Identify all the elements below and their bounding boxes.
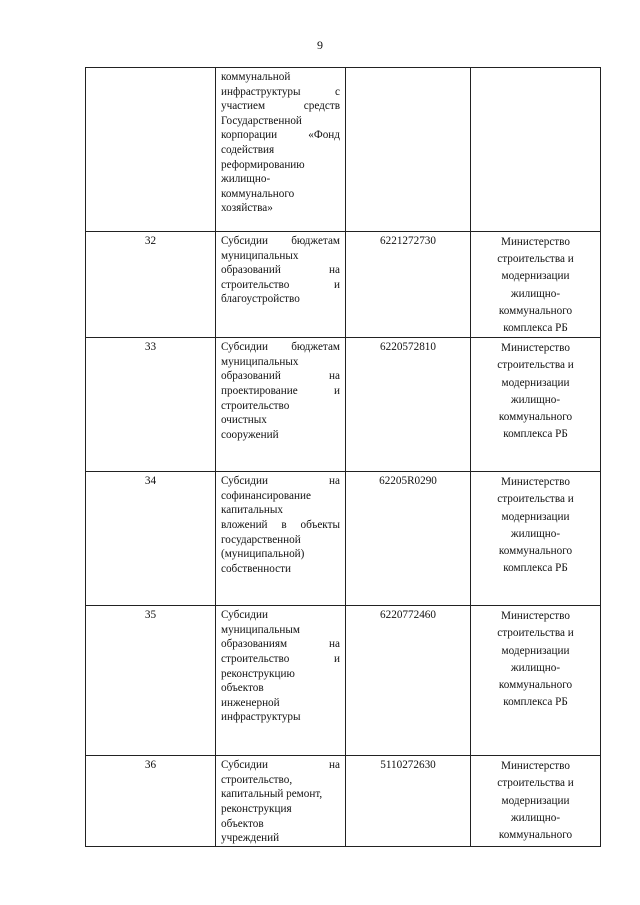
description-line: софинансирование [221, 489, 311, 502]
description-line: собственности [221, 562, 291, 575]
budget-code [346, 68, 471, 232]
ministry-line: Министерство [501, 342, 570, 355]
description-line [221, 85, 340, 100]
budget-code: 6220572810 [346, 338, 471, 472]
description-word: и [334, 653, 340, 665]
description-word: с [335, 85, 340, 98]
description-word: объекты [300, 519, 340, 531]
row-number: 34 [86, 472, 216, 606]
row-number [86, 68, 216, 232]
row-number: 35 [86, 606, 216, 756]
table-row [86, 472, 601, 606]
row-description [216, 472, 346, 606]
description-word: и [334, 278, 340, 291]
ministry-line: жилищно- [510, 527, 561, 540]
budget-code: 6220772460 [346, 606, 471, 756]
description-word: средств [303, 100, 340, 113]
ministry-line: жилищно- [510, 287, 561, 300]
description-word: участием [221, 100, 266, 113]
ministry-line: жилищно- [510, 661, 561, 674]
description-line [221, 128, 340, 143]
description-line [221, 263, 340, 278]
budget-code: 62205R0290 [346, 472, 471, 606]
description-line: (муниципальной) [221, 548, 305, 561]
description-line: муниципальным [221, 623, 300, 636]
ministry-line: строительства и [497, 253, 574, 266]
responsible-ministry [471, 338, 601, 472]
description-line [221, 518, 340, 533]
description-line: хозяйства» [221, 202, 273, 215]
ministry-line: модернизации [501, 644, 570, 657]
description-word: на [329, 638, 340, 651]
description-line [221, 758, 340, 773]
description-line: учреждений [221, 832, 280, 845]
budget-code: 5110272630 [346, 756, 471, 847]
subsidies-table [85, 67, 601, 847]
description-line: реконструкция [221, 803, 292, 815]
ministry-line: коммунального [498, 679, 573, 692]
ministry-line: модернизации [501, 270, 570, 283]
description-word: и [334, 385, 340, 397]
description-line [221, 369, 340, 384]
ministry-line: строительства и [497, 627, 574, 640]
page-number: 9 [317, 38, 323, 52]
description-word: Субсидии [221, 341, 268, 354]
ministry-line: Министерство [501, 236, 570, 248]
description-word: на [329, 264, 340, 277]
description-line: муниципальных [221, 249, 299, 262]
ministry-line: коммунального [498, 304, 573, 317]
description-line: сооружений [221, 428, 279, 441]
description-line [221, 384, 340, 399]
description-line: инфраструктуры [221, 711, 301, 724]
description-line: строительство, [221, 773, 293, 786]
responsible-ministry [471, 606, 601, 756]
description-word: образований [221, 264, 281, 277]
row-description [216, 606, 346, 756]
description-word: вложений [221, 519, 268, 531]
description-line [221, 340, 340, 355]
description-word: Субсидии [221, 235, 268, 247]
description-line: жилищно- [221, 173, 271, 186]
ministry-line: строительства и [497, 777, 574, 790]
description-word: образований [221, 370, 281, 383]
ministry-line: Министерство [501, 610, 570, 623]
description-word: на [329, 370, 340, 383]
description-line [221, 99, 340, 114]
description-line: инженерной [221, 696, 280, 709]
ministry-line: коммунального [498, 545, 573, 558]
description-line: реконструкцию [221, 667, 295, 680]
description-line [221, 474, 340, 489]
description-line: капитальный ремонт, [221, 788, 323, 801]
table-body [86, 68, 601, 847]
row-description [216, 232, 346, 338]
ministry-line: модернизации [501, 510, 570, 523]
description-word: в [281, 519, 287, 531]
description-line: объектов [221, 682, 264, 695]
description-word: Субсидии [221, 759, 268, 772]
description-line: очистных [221, 414, 267, 427]
description-line [221, 234, 340, 249]
description-word: «Фонд [308, 129, 340, 142]
description-line [221, 278, 340, 293]
responsible-ministry [471, 756, 601, 847]
description-word: на [329, 759, 340, 772]
table-row [86, 756, 601, 847]
description-line [221, 637, 340, 652]
description-line: капитальных [221, 504, 283, 517]
description-line: Государственной [221, 114, 302, 127]
responsible-ministry [471, 472, 601, 606]
row-number: 32 [86, 232, 216, 338]
description-line: Субсидии [221, 609, 268, 622]
ministry-line: комплекса РБ [503, 562, 568, 575]
description-word: проектирование [221, 385, 298, 397]
row-description [216, 338, 346, 472]
responsible-ministry [471, 232, 601, 338]
budget-code: 6221272730 [346, 232, 471, 338]
ministry-line: модернизации [501, 794, 570, 807]
description-word: образованиям [221, 638, 288, 651]
ministry-line: комплекса РБ [503, 322, 568, 335]
description-line: государственной [221, 533, 301, 546]
description-line: благоустройство [221, 293, 300, 306]
table-row [86, 338, 601, 472]
table-row [86, 606, 601, 756]
description-line: объектов [221, 817, 264, 830]
description-line: строительство [221, 399, 290, 412]
ministry-line: комплекса РБ [503, 428, 568, 441]
table-row [86, 232, 601, 338]
ministry-line: Министерство [501, 760, 570, 773]
table-row [86, 68, 601, 232]
description-line [221, 652, 340, 667]
ministry-line: строительства и [497, 493, 574, 506]
description-word: бюджетам [291, 235, 340, 247]
description-line: коммунальной [221, 71, 291, 83]
ministry-line: жилищно- [510, 811, 561, 824]
description-line: коммунального [221, 187, 295, 200]
row-description [216, 756, 346, 847]
description-word: бюджетам [291, 341, 340, 354]
ministry-line: коммунального [498, 411, 573, 424]
ministry-line: строительства и [497, 359, 574, 372]
row-description [216, 68, 346, 232]
description-word: инфраструктуры [221, 85, 301, 98]
responsible-ministry [471, 68, 601, 232]
ministry-line: жилищно- [510, 393, 561, 406]
row-number: 33 [86, 338, 216, 472]
description-line: реформированию [221, 158, 305, 171]
ministry-line: модернизации [501, 376, 570, 389]
description-word: корпорации [221, 129, 278, 142]
description-line: муниципальных [221, 355, 299, 368]
description-word: строительство [221, 278, 290, 291]
description-word: на [329, 475, 340, 488]
ministry-line: Министерство [501, 476, 570, 489]
ministry-line: комплекса РБ [503, 696, 568, 709]
ministry-line: коммунального [498, 829, 573, 842]
description-line: содействия [221, 143, 275, 156]
description-word: Субсидии [221, 475, 268, 488]
row-number: 36 [86, 756, 216, 847]
description-word: строительство [221, 653, 290, 665]
